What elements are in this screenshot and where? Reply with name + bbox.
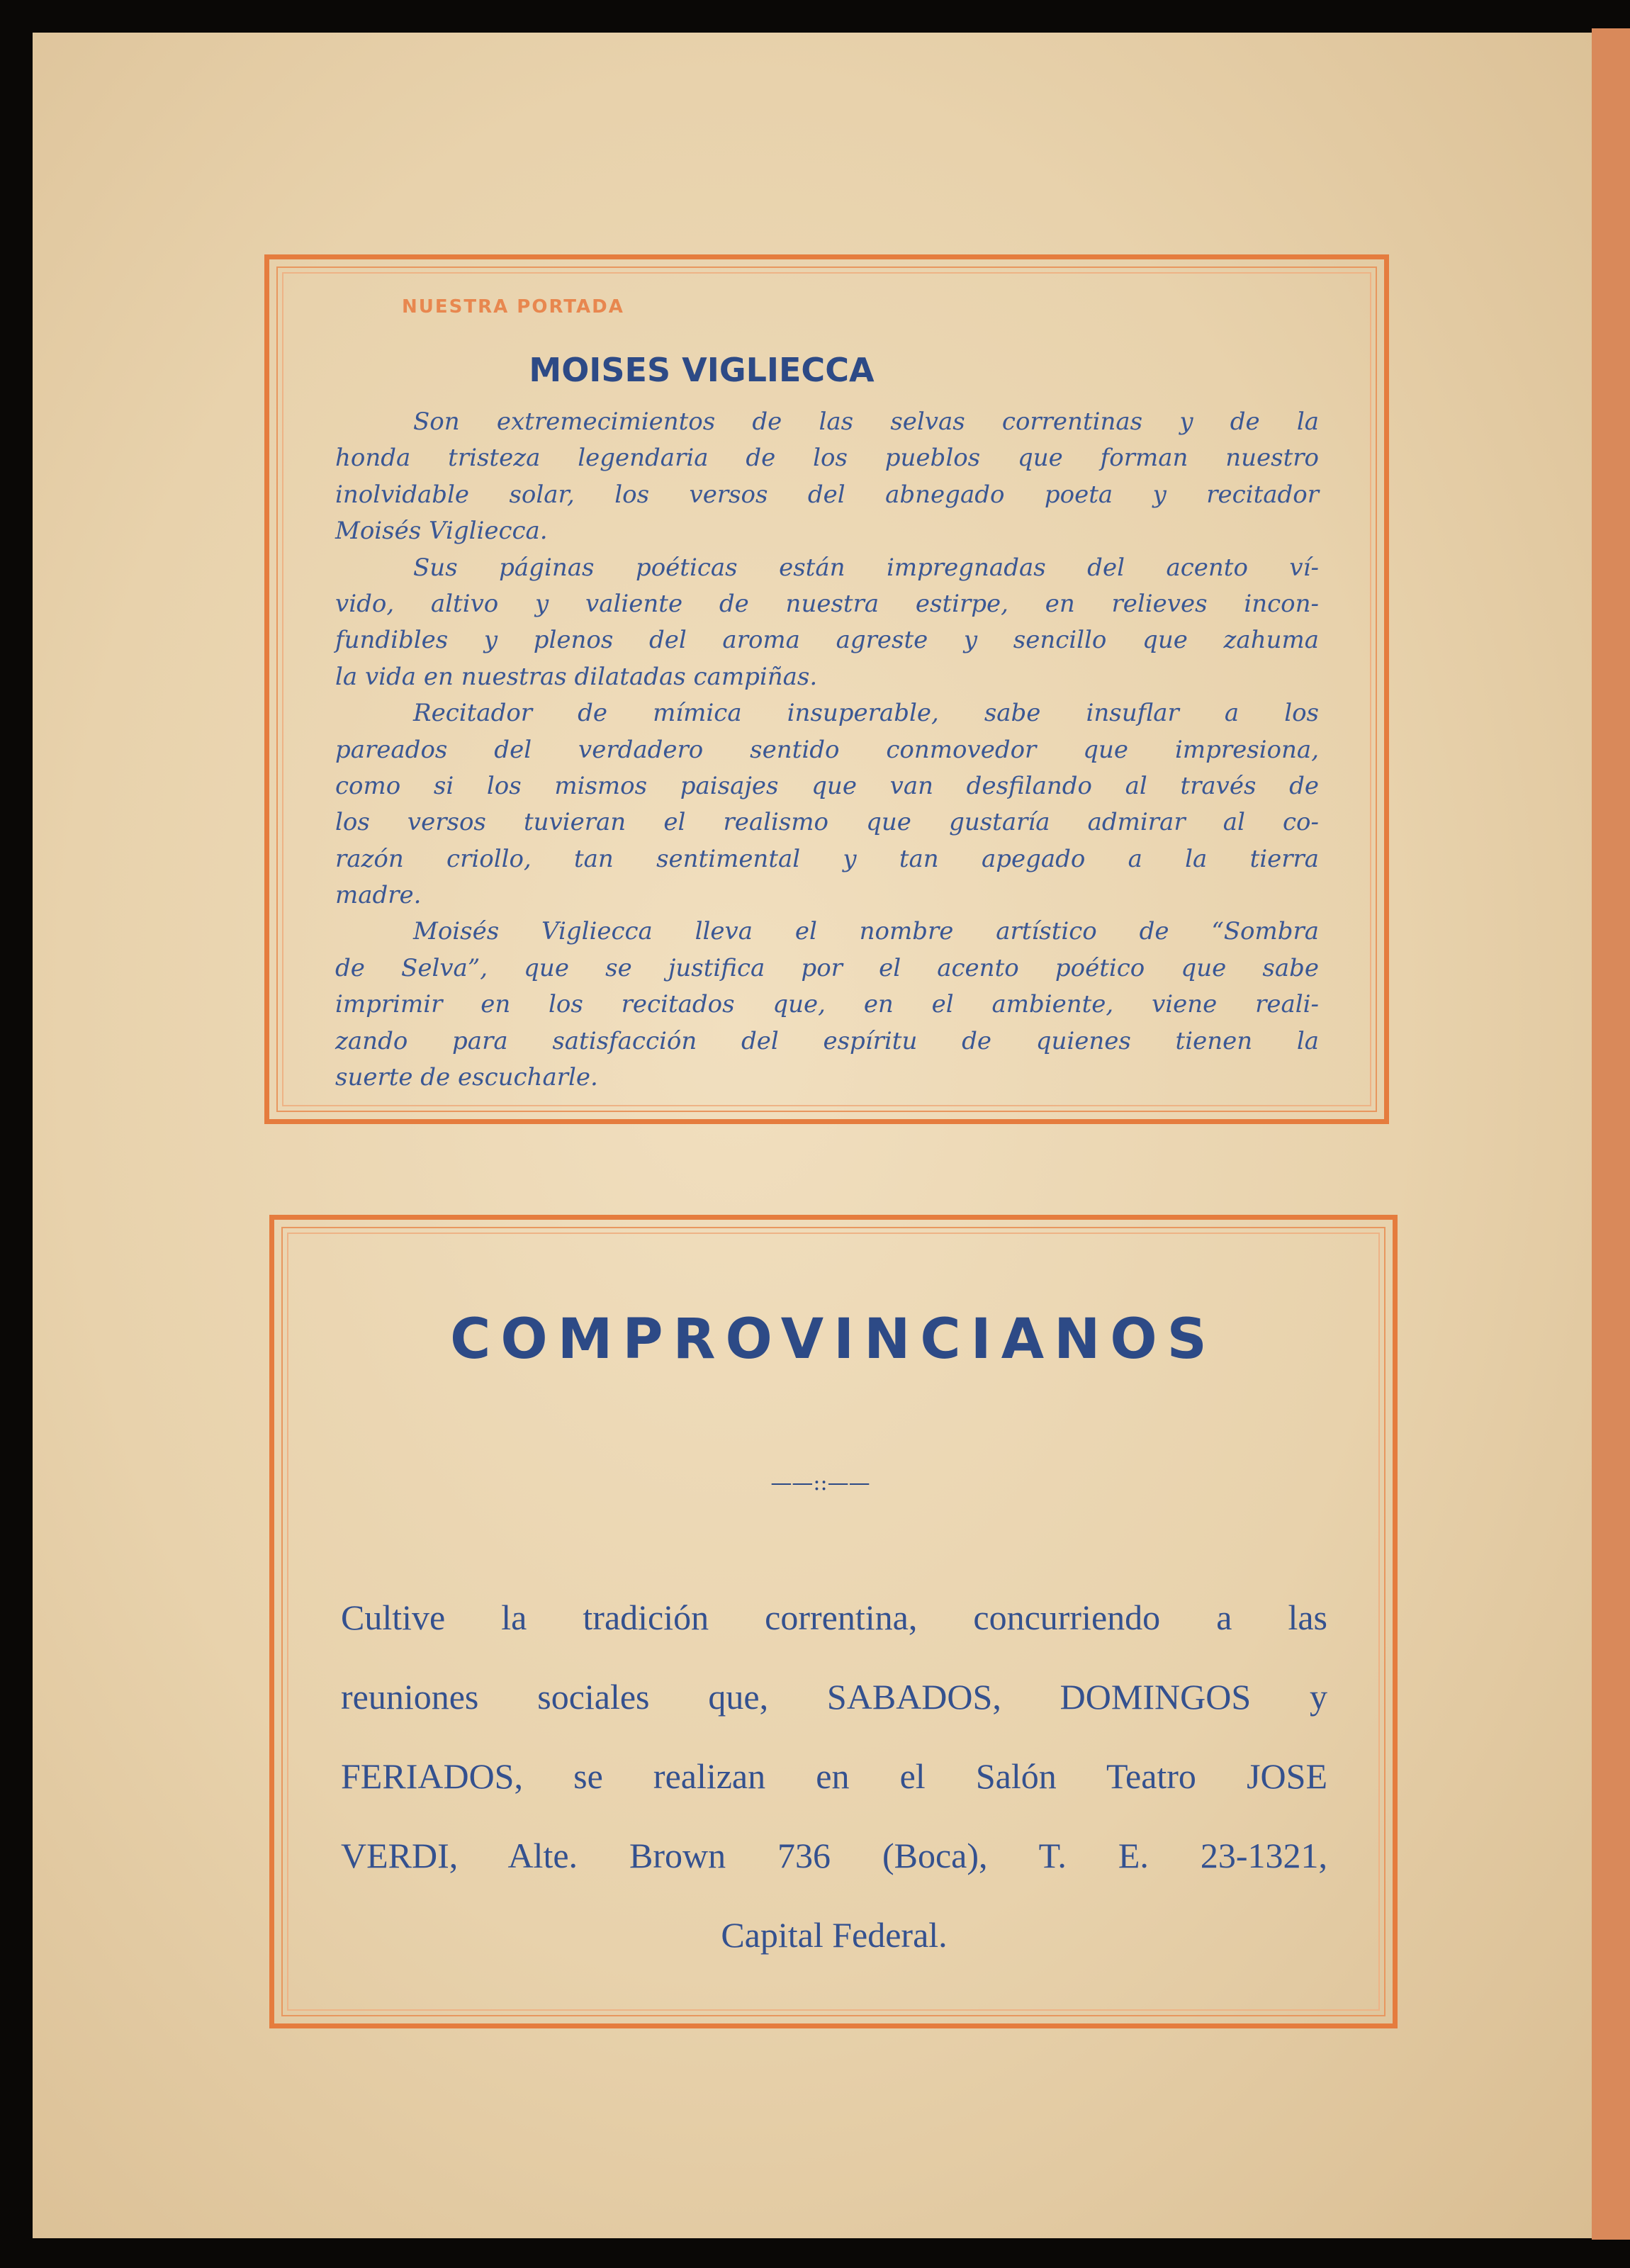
- article-title: MOISES VIGLIECCA: [529, 351, 875, 389]
- article-line: Moisés Vigliecca lleva el nombre artístico de “Sombra: [413, 917, 1319, 946]
- article-body: [335, 404, 1319, 1096]
- notice-line: VERDI, Alte. Brown 736 (Boca), T. E. 23-1321,: [341, 1836, 1327, 1875]
- notice-line: Cultive la tradición correntina, concurriendo a las: [341, 1598, 1327, 1637]
- article-line: Son extremecimientos de las selvas correntinas y de la: [413, 408, 1319, 436]
- notice-line: FERIADOS, se realizan en el Salón Teatro JOSE: [341, 1756, 1327, 1796]
- article-line: razón criollo, tan sentimental y tan apegado a la tierra: [335, 844, 1319, 873]
- article-line: inolvidable solar, los versos del abnegado poeta y recitador: [335, 480, 1319, 509]
- article-line: madre.: [335, 881, 422, 910]
- article-line: zando para satisfacción del espíritu de quienes tienen la: [335, 1026, 1319, 1055]
- notice-line: Capital Federal.: [721, 1915, 948, 1955]
- article-line: pareados del verdadero sentido conmovedor que impresiona,: [335, 735, 1319, 764]
- notice-body: [341, 1591, 1327, 1988]
- article-line: como si los mismos paisajes que van desfilando al través de: [335, 771, 1319, 800]
- article-line: fundibles y plenos del aroma agreste y sencillo que zahuma: [335, 626, 1319, 655]
- article-line: vido, altivo y valiente de nuestra estirpe, en relieves incon-: [335, 589, 1319, 618]
- article-line: los versos tuvieran el realismo que gustaría admirar al co-: [335, 808, 1319, 837]
- article-line: la vida en nuestras dilatadas campiñas.: [335, 662, 818, 691]
- cover-edge: [1592, 28, 1630, 2240]
- article-line: Recitador de mímica insuperable, sabe insuflar a los: [413, 699, 1319, 728]
- notice-title: COMPROVINCIANOS: [450, 1308, 1217, 1371]
- article-line: imprimir en los recitados que, en el ambiente, viene reali-: [335, 990, 1319, 1019]
- article-line: honda tristeza legendaria de los pueblos que forman nuestro: [335, 444, 1319, 473]
- notice-line: reuniones sociales que, SABADOS, DOMINGOS y: [341, 1677, 1327, 1717]
- article-line: suerte de escucharle.: [335, 1063, 598, 1092]
- article-line: Sus páginas poéticas están impregnadas del acento ví-: [413, 553, 1319, 582]
- ornament-divider: ——::——: [770, 1471, 870, 1495]
- section-label: NUESTRA PORTADA: [402, 296, 624, 318]
- article-line: Moisés Vigliecca.: [335, 517, 548, 546]
- article-line: de Selva”, que se justifica por el acento poético que sabe: [335, 953, 1319, 982]
